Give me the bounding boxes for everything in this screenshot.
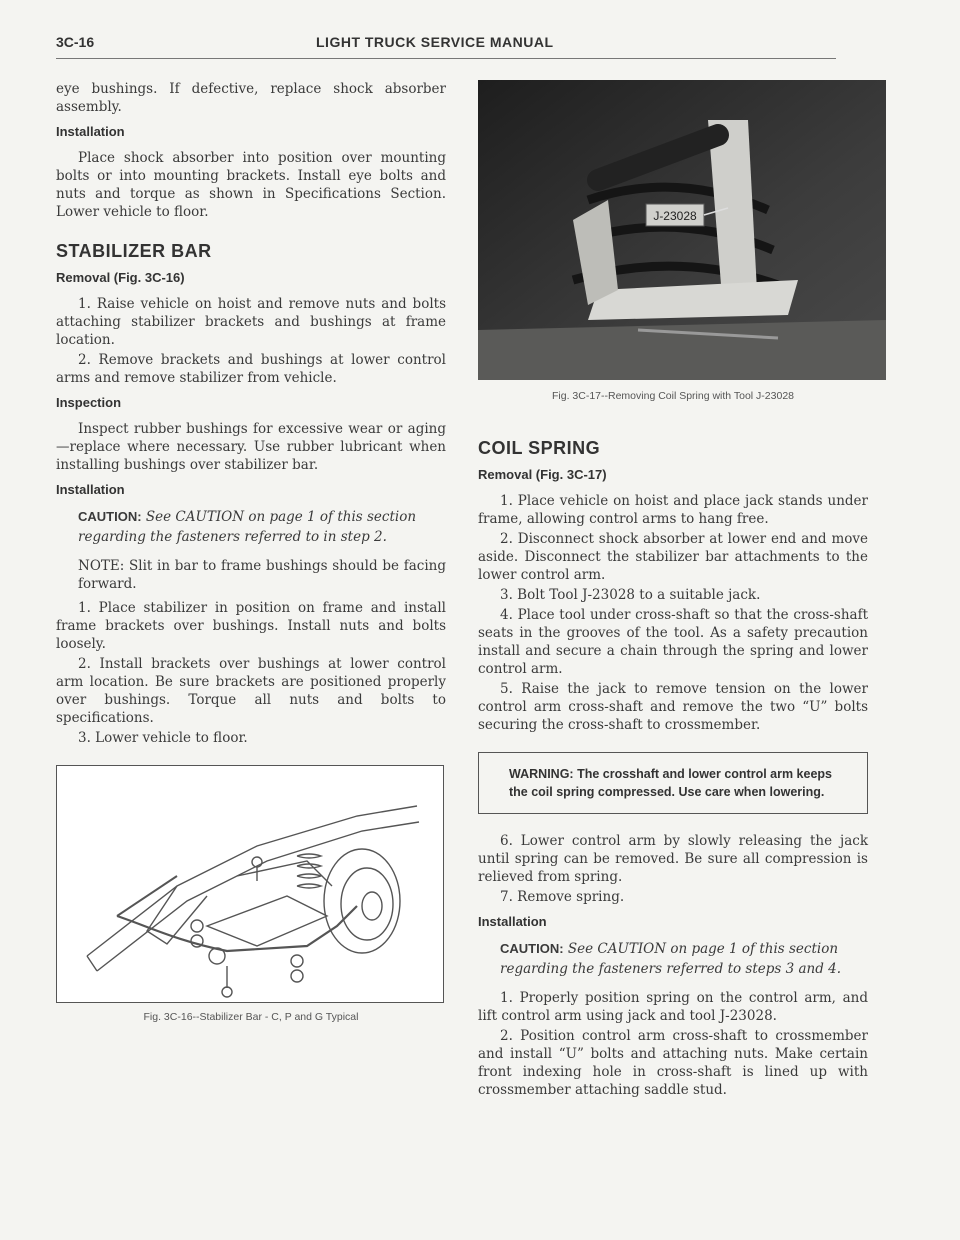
coil-removal-heading: Removal (Fig. 3C-17) (478, 467, 607, 482)
bushing-note: NOTE: Slit in bar to frame bushings should be facing forward. (78, 558, 446, 592)
installation-paragraph: Place shock absorber into position over mounting bolts or into mounting brackets. Install eye bolts and nuts and torque as shown in Specifications Section. Lower vehicle to floor. (56, 150, 446, 220)
coil-removal-step: 6. Lower control arm by slowly releasing the jack until spring can be removed. Be sure all compression is relieved from spring. (478, 833, 868, 885)
warning-label: WARNING: (509, 767, 574, 781)
warning-box (478, 752, 868, 814)
page-number: 3C-16 (56, 34, 95, 50)
coil-spring-heading: COIL SPRING (478, 438, 601, 458)
right-column (478, 80, 868, 1101)
caution-note (78, 507, 446, 547)
coil-removal-step: 5. Raise the jack to remove tension on the lower control arm cross-shaft and remove the two “U” bolts securing the cross-shaft to crossmember. (478, 681, 868, 733)
coil-install-step: 1. Properly position spring on the control arm, and lift control arm using jack and tool J-23028. (478, 990, 868, 1024)
stabilizer-install-step: 2. Install brackets over bushings at lower control arm location. Be sure brackets are positioned properly over bushings. Torque all nuts and bolts to specifications. (56, 656, 446, 726)
stabilizer-installation-heading: Installation (56, 482, 125, 497)
warning-text: The crosshaft and lower control arm keeps the coil spring compressed. Use care when lowering. (509, 767, 832, 799)
stabilizer-install-step: 3. Lower vehicle to floor. (78, 730, 248, 746)
inspection-heading: Inspection (56, 395, 122, 410)
coil-installation-heading: Installation (478, 914, 547, 929)
caution-label: CAUTION: (78, 509, 142, 524)
stabilizer-install-step: 1. Place stabilizer in position on frame and install frame brackets over bushings. Install nuts and bolts loosely. (56, 600, 446, 652)
coil-spring-removal-photo (478, 80, 886, 380)
coil-removal-step: 4. Place tool under cross-shaft so that the cross-shaft seats in the grooves of the tool. As a safety precaution install and secure a chain through the spring and lower control arm. (478, 607, 868, 677)
caution-label: CAUTION: (500, 941, 564, 956)
photo-illustration (478, 80, 886, 380)
figure-caption-3c16: Fig. 3C-16--Stabilizer Bar - C, P and G Typical (143, 1011, 359, 1023)
caution-text: See CAUTION on page 1 of this section regarding the fasteners referred to steps 3 and 4. (500, 941, 842, 977)
coil-removal-step: 7. Remove spring. (500, 889, 625, 905)
coil-removal-step: 3. Bolt Tool J-23028 to a suitable jack. (500, 587, 761, 603)
manual-title: LIGHT TRUCK SERVICE MANUAL (316, 34, 554, 50)
stabilizer-bar-figure (56, 765, 444, 1003)
left-column (56, 80, 446, 1023)
stabilizer-removal-step: 2. Remove brackets and bushings at lower control arms and remove stabilizer from vehicle. (56, 352, 446, 386)
inspection-paragraph: Inspect rubber bushings for excessive wear or aging—replace where necessary. Use rubber lubricant when installing bushings over stabilizer bar. (56, 421, 446, 473)
stabilizer-bar-heading: STABILIZER BAR (56, 241, 212, 261)
stabilizer-bar-illustration (57, 766, 443, 1002)
figure-caption-3c17: Fig. 3C-17--Removing Coil Spring with Tool J-23028 (552, 390, 794, 402)
stabilizer-removal-step: 1. Raise vehicle on hoist and remove nuts and bolts attaching stabilizer brackets and bushings at frame location. (56, 296, 446, 348)
coil-removal-step: 2. Disconnect shock absorber at lower end and move aside. Disconnect the stabilizer bar attachments to the lower control arm. (478, 531, 868, 583)
caution-text: See CAUTION on page 1 of this section regarding the fasteners referred to in step 2. (78, 509, 417, 545)
coil-install-step: 2. Position control arm cross-shaft to crossmember and install “U” bolts and attaching nuts. Make certain front indexing hole in cross-shaft is lined up with crossmember attaching saddle stud. (478, 1028, 868, 1098)
installation-heading: Installation (56, 124, 125, 139)
stabilizer-removal-heading: Removal (Fig. 3C-16) (56, 270, 185, 285)
intro-paragraph: eye bushings. If defective, replace shock absorber assembly. (56, 81, 446, 115)
coil-removal-step: 1. Place vehicle on hoist and place jack stands under frame, allowing control arms to hang free. (478, 493, 868, 527)
page-header (56, 34, 836, 59)
caution-note (500, 939, 868, 979)
tool-label: J-23028 (653, 209, 697, 223)
